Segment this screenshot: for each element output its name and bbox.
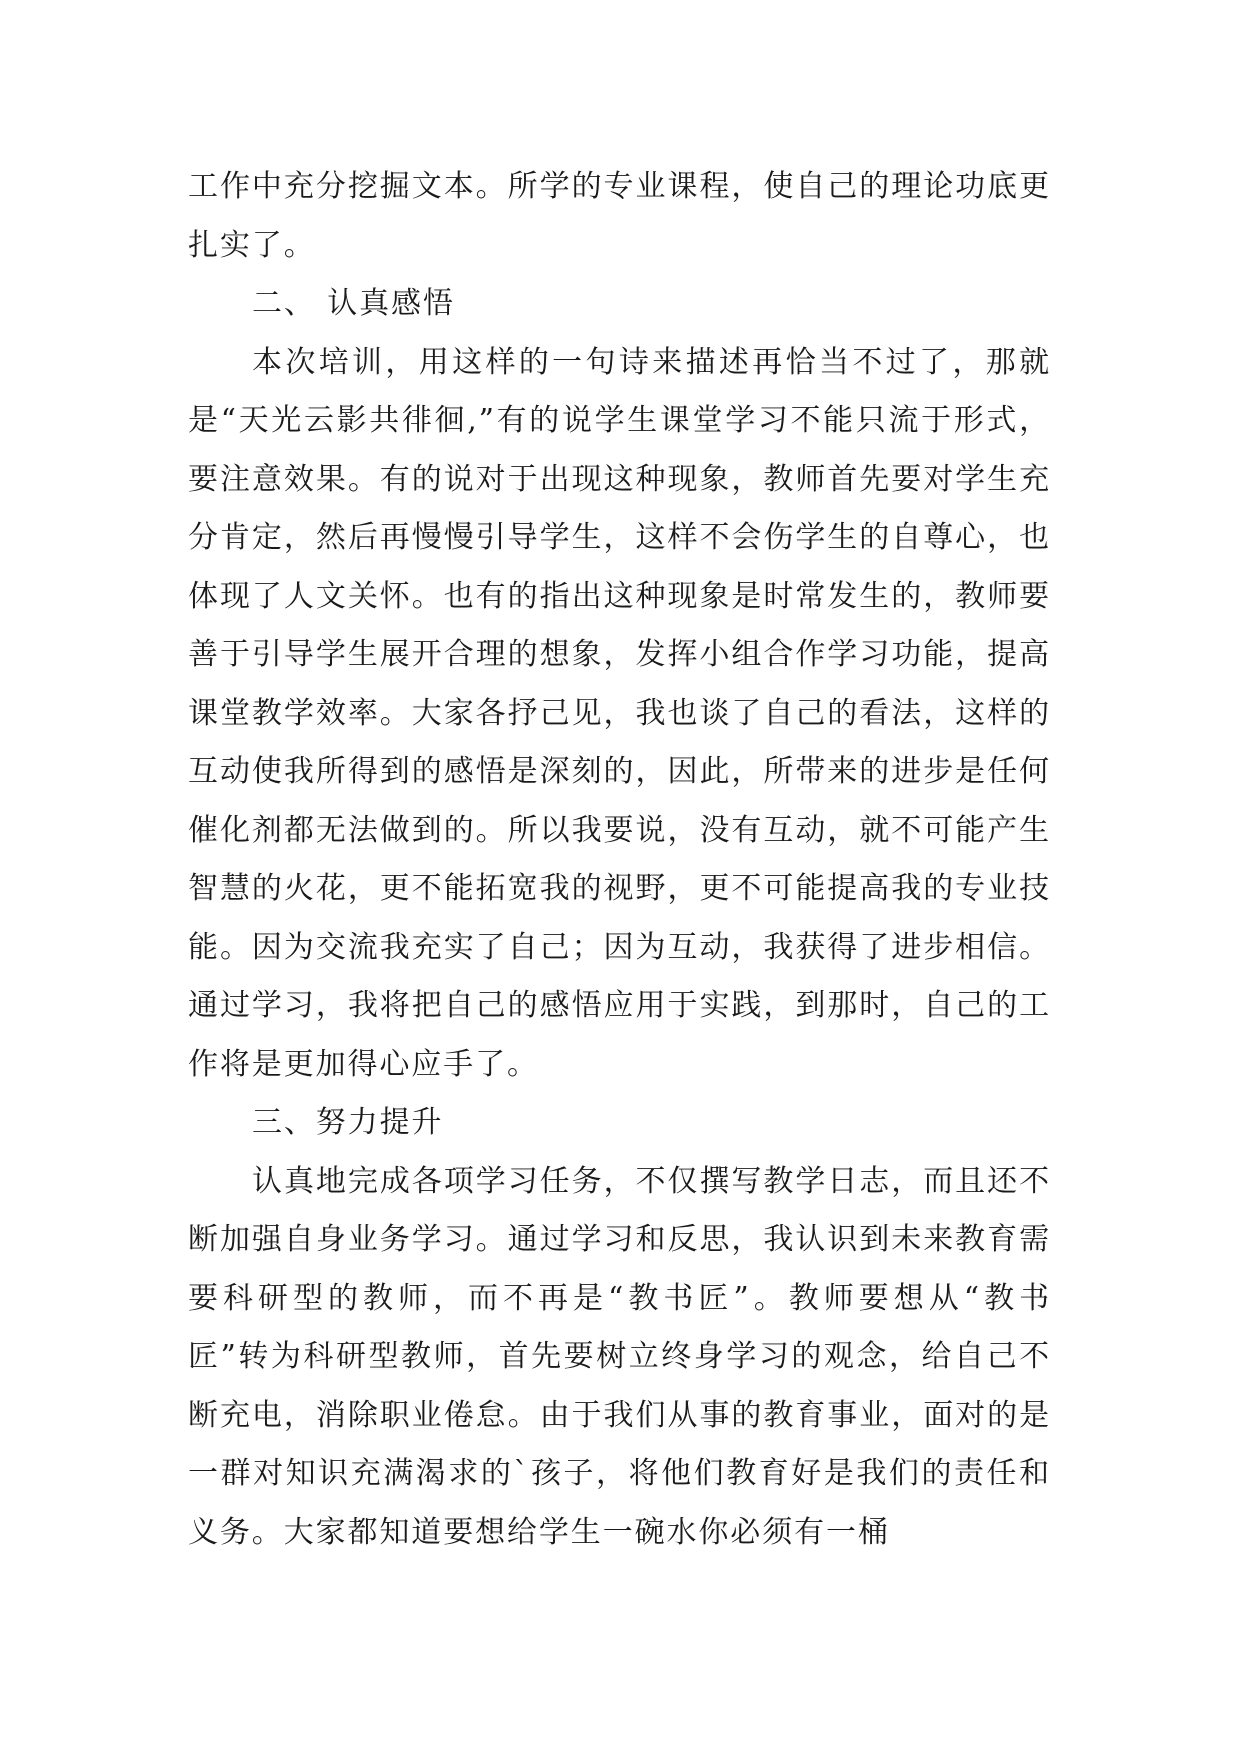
paragraph-section-2: 本次培训，用这样的一句诗来描述再恰当不过了，那就是“天光云影共徘徊,”有的说学生课堂学习不能只流于形式，要注意效果。有的说对于出现这种现象，教师首先要对学生充分肯定，然后再慢慢引导学生，这样不会伤学生的自尊心，也体现了人文关怀。也有的指出这种现象是时常发生的，教师要善于引导学生展开合理的想象，发挥小组合作学习功能，提高课堂教学效率。大家各抒己见，我也谈了自己的看法，这样的互动使我所得到的感悟是深刻的，因此，所带来的进步是任何催化剂都无法做到的。所以我要说，没有互动，就不可能产生智慧的火花，更不能拓宽我的视野，更不可能提高我的专业技能。因为交流我充实了自己；因为互动，我获得了进步相信。通过学习，我将把自己的感悟应用于实践，到那时，自己的工作将是更加得心应手了。 <box>188 344 1051 1082</box>
document-body <box>188 158 1051 1562</box>
paragraph-section-3: 认真地完成各项学习任务，不仅撰写教学日志，而且还不断加强自身业务学习。通过学习和反思，我认识到未来教育需要科研型的教师，而不再是“教书匠”。教师要想从“教书匠”转为科研型教师，首先要树立终身学习的观念，给自己不断充电，消除职业倦怠。由于我们从事的教育事业，面对的是一群对知识充满渴求的`孩子，将他们教育好是我们的责任和义务。大家都知道要想给学生一碗水你必须有一桶 <box>188 1163 1051 1550</box>
section-heading-3: 三、努力提升 <box>252 1105 444 1140</box>
paragraph-continued: 工作中充分挖掘文本。所学的专业课程，使自己的理论功底更扎实了。 <box>188 169 1051 263</box>
section-heading-2: 二、 认真感悟 <box>252 286 455 321</box>
